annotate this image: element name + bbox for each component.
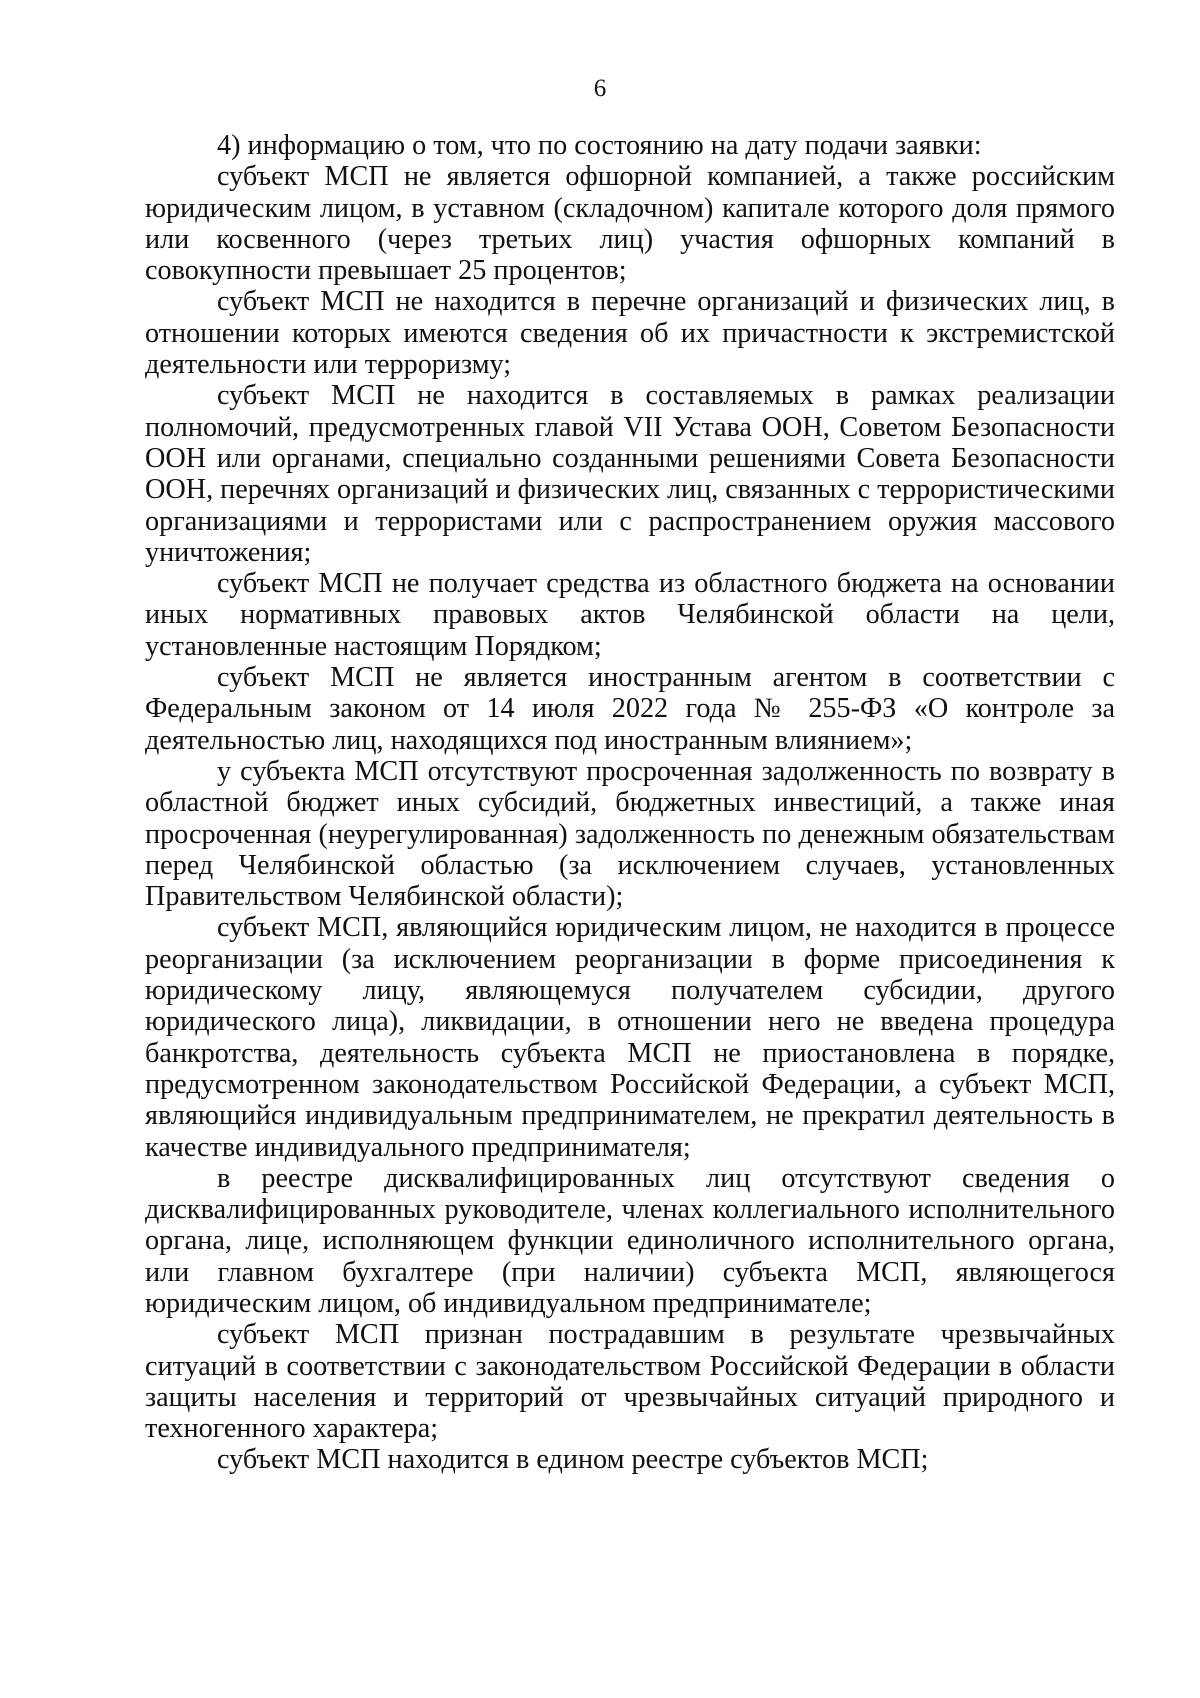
paragraph-disqualified: в реестре дисквалифицированных лиц отсутствуют сведения о дисквалифицированных руководителе, членах коллегиального исполнительного органа, лице, исполняющем функции единоличного исполнительного органа, или главном бухгалтере (при наличии) субъекта МСП, являющегося юридическим лицом, об индивидуальном предпринимателе; [145, 1162, 1115, 1319]
document-body [145, 130, 1115, 1476]
paragraph-emergency: субъект МСП признан пострадавшим в результате чрезвычайных ситуаций в соответствии с законодательством Российской Федерации в области защиты населения и территорий от чрезвычайных ситуаций природного и техногенного характера; [145, 1319, 1115, 1445]
paragraph-foreign-agent: субъект МСП не является иностранным агентом в соответствии с Федеральным законом от 14 июля 2022 года № 255-ФЗ «О контроле за деятельностью лиц, находящихся под иностранным влиянием»; [145, 662, 1115, 756]
paragraph-item-4-intro: 4) информацию о том, что по состоянию на дату подачи заявки: [217, 130, 982, 161]
paragraph-extremism: субъект МСП не находится в перечне организаций и физических лиц, в отношении которых имеются сведения об их причастности к экстремистской деятельности или терроризму; [145, 286, 1115, 381]
paragraph-debt: у субъекта МСП отсутствуют просроченная задолженность по возврату в областной бюджет иных субсидий, бюджетных инвестиций, а также иная просроченная (неурегулированная) задолженность по денежным обязательствам перед Челябинской областью (за исключением случаев, установленных Правительством Челябинской области); [145, 755, 1115, 913]
paragraph-un-lists: субъект МСП не находится в составляемых в рамках реализации полномочий, предусмотренных главой VII Устава ООН, Советом Безопасности ООН или органами, специально созданными решениями Совета Безопасности ООН, перечнях организаций и физических лиц, связанных с террористическими организациями и террористами или с распространением оружия массового уничтожения; [145, 380, 1115, 568]
page-number: 6 [593, 75, 607, 102]
paragraph-reorganization: субъект МСП, являющийся юридическим лицом, не находится в процессе реорганизации (за исключением реорганизации в форме присоединения к юридическому лицу, являющемуся получателем субсидии, другого юридического лица), ликвидации, в отношении него не введена процедура банкротства, деятельность субъекта МСП не приостановлена в порядке, предусмотренном законодательством Российской Федерации, а субъект МСП, являющийся индивидуальным предпринимателем, не прекратил деятельность в качестве индивидуального предпринимателя; [145, 912, 1115, 1163]
paragraph-offshore: субъект МСП не является офшорной компанией, а также российским юридическим лицом, в уставном (складочном) капитале которого доля прямого или косвенного (через третьих лиц) участия офшорных компаний в совокупности превышает 25 процентов; [145, 161, 1115, 287]
paragraph-regional-budget: субъект МСП не получает средства из областного бюджета на основании иных нормативных правовых актов Челябинской области на цели, установленные настоящим Порядком; [145, 568, 1115, 662]
paragraph-registry: субъект МСП находится в едином реестре субъектов МСП; [217, 1444, 929, 1476]
